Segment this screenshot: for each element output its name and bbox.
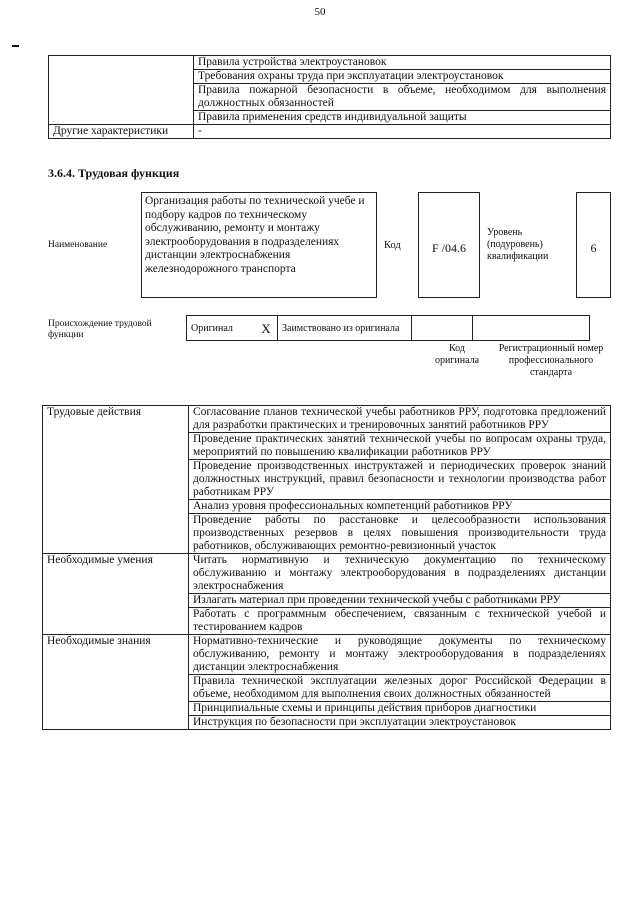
table-cell: Правила технической эксплуатации железных дорог Российской Федерации в объеме, необходимом для выполнения своих должностных обязанностей — [189, 675, 611, 702]
top-requirements-table — [48, 55, 611, 139]
table-cell: Нормативно-технические и руководящие документы по техническому обслуживанию, ремонту и монтажу электрооборудования в подразделениях дистанции электроснабжения — [189, 635, 611, 675]
table-cell: Требования охраны труда при эксплуатации электроустановок — [194, 70, 611, 84]
page-number: 50 — [314, 6, 326, 18]
original-mark-cell: X — [255, 316, 278, 341]
table-cell: Читать нормативную и техническую документацию по техническому обслуживанию и монтажу электрооборудования в подразделениях дистанции электроснабжения — [189, 554, 611, 594]
table-cell: Анализ уровня профессиональных компетенций работников РРУ — [189, 500, 611, 514]
registration-number-caption: Регистрационный номер профессионального стандарта — [498, 343, 604, 378]
section-title: 3.6.4. Трудовая функция — [48, 166, 180, 180]
table-cell: Излагать материал при проведении технической учебы с работниками РРУ — [189, 594, 611, 608]
table-row — [43, 635, 611, 675]
original-code-cell — [412, 316, 473, 341]
table-cell: Проведение работы по расстановке и целесообразности использования производственных резервов в целях повышения производительности труда работников, обслуживающих ремонтно-ревизионный участок — [189, 514, 611, 554]
function-code-box: F /04.6 — [418, 192, 480, 298]
table-label-cell: Другие характеристики — [49, 125, 194, 139]
level-value-box: 6 — [576, 192, 611, 298]
table-cell: Работать с программным обеспечением, связанным с технической учебой и тестированием кадров — [189, 608, 611, 635]
table-cell: - — [194, 125, 611, 139]
table-cell: Инструкция по безопасности при эксплуатации электроустановок — [189, 716, 611, 730]
table-cell: Согласование планов технической учебы работников РРУ, подготовка предложений для разработки практических и тренировочных занятий работников РРУ — [189, 406, 611, 433]
name-label: Наименование — [48, 240, 108, 250]
table-cell: Правила устройства электроустановок — [194, 56, 611, 70]
page-edge-mark — [12, 45, 19, 47]
table-row — [49, 56, 611, 70]
table-cell: Проведение производственных инструктажей и периодических проверок знаний должностных инструкций, правил безопасности и технологии производства работ работникам РРУ — [189, 460, 611, 500]
origin-table — [186, 315, 590, 341]
section-label-cell: Трудовые действия — [43, 406, 189, 554]
function-details-table — [42, 405, 611, 730]
table-cell: Принципиальные схемы и принципы действия приборов диагностики — [189, 702, 611, 716]
table-cell: Правила пожарной безопасности в объеме, необходимом для выполнения должностных обязанностей — [194, 84, 611, 111]
table-cell: Правила применения средств индивидуальной защиты — [194, 111, 611, 125]
origin-label: Происхождение трудовой функции — [48, 319, 152, 340]
original-label-cell: Оригинал — [187, 316, 256, 341]
code-label: Код — [384, 240, 401, 251]
function-name-box: Организация работы по технической учебе и подбору кадров по техническому обслуживанию, ремонту и монтажу электрооборудования в подразделениях дистанции электроснабжения железнодорожного транспорта — [141, 192, 377, 298]
registration-number-cell — [473, 316, 590, 341]
level-label: Уровень (подуровень) квалификации — [487, 227, 549, 262]
table-cell: Проведение практических занятий технической учебы по вопросам охраны труда, мероприятий по повышению квалификации работников РРУ — [189, 433, 611, 460]
table-label-cell — [49, 56, 194, 125]
table-row — [49, 125, 611, 139]
table-row — [187, 316, 590, 341]
original-code-caption: Код оригинала — [434, 343, 480, 366]
table-row — [43, 554, 611, 594]
borrowed-label-cell: Заимствовано из оригинала — [278, 316, 412, 341]
table-row — [43, 406, 611, 433]
section-label-cell: Необходимые знания — [43, 635, 189, 730]
section-label-cell: Необходимые умения — [43, 554, 189, 635]
